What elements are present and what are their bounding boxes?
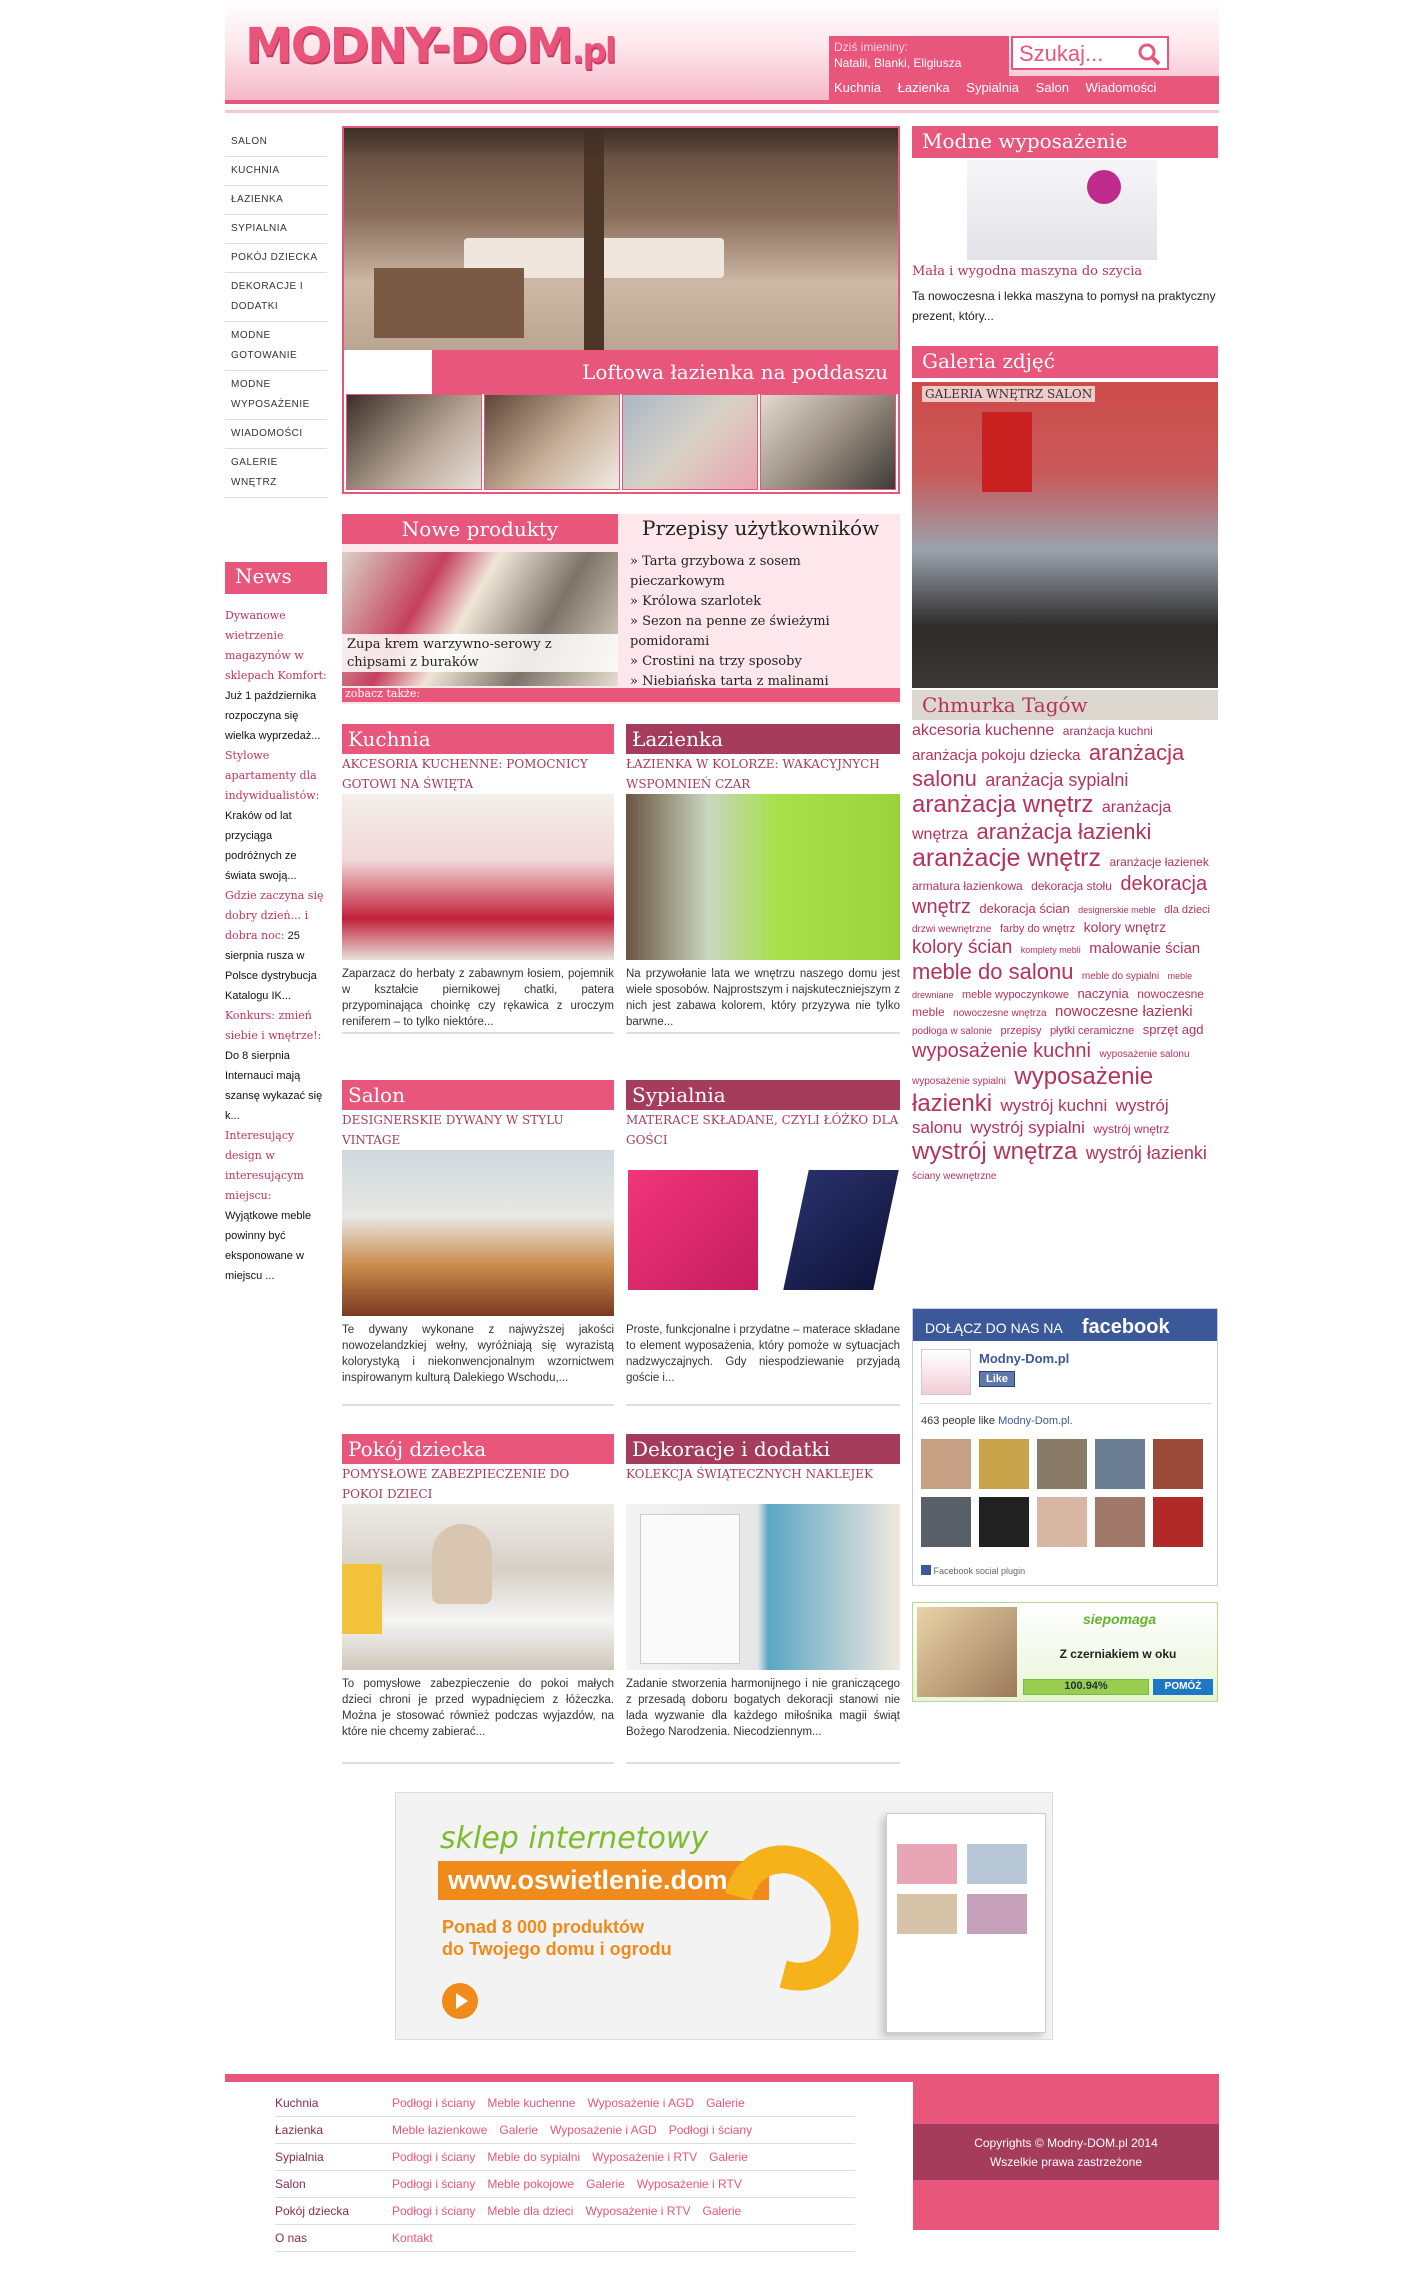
news-title: News — [225, 562, 327, 594]
siepomaga-widget[interactable] — [912, 1602, 1218, 1702]
category-image-salon[interactable] — [342, 1150, 614, 1316]
category-image-dekoracje[interactable] — [626, 1504, 900, 1670]
tag-link[interactable]: kolory ścian — [912, 937, 1013, 959]
footer-sub-link[interactable]: Galerie — [706, 2096, 745, 2110]
blue-mattress-shape — [783, 1170, 899, 1290]
tag-link[interactable]: drzwi wewnętrzne — [912, 923, 992, 935]
footer-sub-link[interactable]: Wyposażenie i AGD — [587, 2096, 695, 2110]
child-shape — [432, 1524, 492, 1604]
beam-shape — [584, 128, 604, 350]
category-title-salon[interactable]: Salon — [342, 1080, 614, 1110]
shop-tile — [967, 1844, 1027, 1884]
footer-sub-link[interactable]: Podłogi i ściany — [392, 2177, 476, 2191]
footer-sub-link[interactable]: Meble do sypialni — [487, 2150, 581, 2164]
recipe-item-label[interactable]: Królowa szarlotek — [642, 594, 762, 609]
tags-title: Chmurka Tagów — [912, 690, 1218, 720]
tag-link[interactable]: wyposażenie sypialni — [912, 1075, 1006, 1087]
category-divider — [342, 1404, 614, 1406]
category-sub-kuchnia[interactable]: AKCESORIA KUCHENNE: POMOCNICY GOTOWI NA ŚWIĘTA — [342, 757, 588, 791]
footer-sub-link[interactable]: Galerie — [586, 2177, 625, 2191]
tag-link[interactable]: meble drewniane — [912, 971, 1193, 1000]
footer-accent-top — [913, 2082, 1219, 2124]
gallery-title[interactable]: Galeria zdjęć — [912, 346, 1218, 378]
news-box — [225, 562, 327, 1286]
footer-main-link[interactable]: Łazienka — [275, 2123, 324, 2137]
sidebar-item-wyposazenie[interactable]: MODNE WYPOSAŻENIE — [225, 371, 327, 420]
hero-thumb[interactable] — [484, 394, 620, 490]
moon-lamp-shape — [697, 1821, 885, 2016]
category-sub-pokoj-dziecka[interactable]: POMYSŁOWE ZABEZPIECZENIE DO POKOI DZIECI — [342, 1467, 570, 1501]
sidebar-item-sypialnia[interactable]: SYPIALNIA — [225, 215, 327, 244]
tag-link[interactable]: nowoczesne meble — [912, 986, 1204, 1019]
facebook-logo: facebook — [1081, 1316, 1170, 1338]
category-divider — [626, 1404, 900, 1406]
rights-text: Wszelkie prawa zastrzeżone — [989, 2155, 1143, 2169]
facebook-small-icon — [921, 1565, 931, 1575]
category-text-dekoracje: Zadanie stworzenia harmonijnego i nie graniczącego z przesadą doboru bogatych dekoracji stanowi nie lada wyzwanie dla każdego miłośnika magii świąt Bożego Narodzenia. Niecodziennym... — [626, 1678, 900, 1738]
category-title-lazienka[interactable]: Łazienka — [626, 724, 900, 754]
tag-link[interactable]: armatura łazienkowa — [912, 878, 1023, 893]
news-item-title[interactable]: Dywanowe wietrzenie magazynów w sklepach Komfort: — [225, 609, 327, 682]
banner-line1: sklep internetowy — [440, 1821, 709, 1856]
tag-link[interactable]: dla dzieci — [1164, 903, 1210, 916]
tag-link[interactable]: dekoracja wnętrz — [912, 872, 1208, 918]
fan-avatar[interactable] — [921, 1497, 971, 1547]
category-divider — [626, 1762, 900, 1764]
news-item-title[interactable]: Gdzie zaczyna się dobry dzień... i dobra noc: — [225, 889, 324, 942]
footer-row — [275, 2225, 855, 2252]
footer-copyright — [913, 2124, 1219, 2180]
tag-link[interactable]: meble do salonu — [912, 959, 1074, 985]
facebook-join-label: DOŁĄCZ DO NAS NA — [925, 1320, 1062, 1336]
logo-text: MODNY-DOM — [245, 18, 572, 74]
products-title: Nowe produkty — [342, 514, 618, 544]
recipe-item-label[interactable]: Tarta grzybowa z sosem pieczarkowym — [630, 554, 801, 589]
hero-caption[interactable]: Loftowa łazienka na poddaszu — [432, 350, 898, 394]
category-image-pokoj-dziecka[interactable] — [342, 1504, 614, 1670]
banner-url[interactable]: www.oswietlenie.dom.pl — [438, 1861, 769, 1900]
tag-link[interactable]: wystrój salonu — [912, 1096, 1169, 1137]
footer-accent-bottom — [913, 2180, 1219, 2230]
news-item-desc: Kraków od lat przyciąga podróżnych ze świata swoją... — [225, 810, 297, 882]
tag-link[interactable]: wyposażenie kuchni — [912, 1039, 1091, 1062]
fan-avatar[interactable] — [1153, 1439, 1203, 1489]
footer-main-link[interactable]: Pokój dziecka — [275, 2204, 350, 2218]
footer-sub-link[interactable]: Meble pokojowe — [487, 2177, 575, 2191]
fan-avatar[interactable] — [1037, 1439, 1087, 1489]
tag-link[interactable]: aranżacje łazienek — [1109, 855, 1209, 870]
category-text-kuchnia: Zaparzacz do herbaty z zabawnym łosiem, pojemnik w kształcie piernikowej chatki, patera przypominająca choinkę czy rękawica z uroczym reniferem – to tylko niektóre... — [342, 968, 614, 1028]
category-image-lazienka[interactable] — [626, 794, 900, 960]
name-day-box — [829, 36, 1009, 76]
recipe-item[interactable]: » Tarta grzybowa z sosem pieczarkowym — [630, 554, 801, 589]
logo-suffix: .pl — [571, 31, 615, 71]
hero-thumb[interactable] — [622, 394, 758, 490]
facebook-plugin-text: Facebook social plugin — [933, 1566, 1026, 1576]
fan-avatar[interactable] — [921, 1439, 971, 1489]
vanity-shape — [374, 268, 524, 338]
category-title-sypialnia[interactable]: Sypialnia — [626, 1080, 900, 1110]
news-item-title[interactable]: Stylowe apartamenty dla indywidualistów: — [225, 749, 320, 802]
fan-avatar[interactable] — [979, 1497, 1029, 1547]
tag-link[interactable]: aranżacja pokoju dziecka — [912, 747, 1081, 765]
footer-sub-link[interactable]: Podłogi i ściany — [392, 2150, 476, 2164]
sidebar-item-salon[interactable]: SALON — [225, 128, 327, 157]
category-title-pokoj-dziecka[interactable]: Pokój dziecka — [342, 1434, 614, 1464]
hero-thumb[interactable] — [346, 394, 482, 490]
footer-sub-link[interactable]: Meble dla dzieci — [487, 2204, 574, 2218]
wheel-shape — [1087, 170, 1121, 204]
tag-link[interactable]: farby do wnętrz — [999, 922, 1076, 935]
tag-link[interactable]: malowanie ścian — [1089, 940, 1201, 958]
tag-link[interactable]: nowoczesne wnętrza — [953, 1007, 1047, 1019]
siepomaga-photo[interactable] — [917, 1607, 1017, 1697]
fan-avatar[interactable] — [1037, 1497, 1087, 1547]
facebook-count-link[interactable]: Modny-Dom.pl. — [998, 1415, 1073, 1427]
tag-link[interactable]: wystrój kuchni — [1000, 1096, 1108, 1116]
sidebar-item-pokoj-dziecka[interactable]: POKÓJ DZIECKA — [225, 244, 327, 273]
copyright-text: Copyrights © Modny-DOM.pl 2014 — [974, 2136, 1158, 2150]
footer-sub-link[interactable]: Wyposażenie i RTV — [585, 2204, 691, 2218]
facebook-plugin-label — [921, 1565, 1025, 1576]
tag-link[interactable]: nowoczesne łazienki — [1054, 1002, 1193, 1020]
gallery-caption[interactable]: GALERIA WNĘTRZ SALON — [922, 386, 1095, 402]
category-image-sypialnia[interactable] — [626, 1150, 900, 1316]
play-triangle-icon — [442, 1983, 478, 2019]
category-text-sypialnia: Proste, funkcjonalne i przydatne – materace składane to element wyposażenia, który pomoże w sytuacjach nadzwyczajnych. Gdy niespodziewanie przyjadą goście i... — [626, 1324, 900, 1384]
category-divider — [626, 1032, 900, 1034]
category-title-kuchnia[interactable]: Kuchnia — [342, 724, 614, 754]
category-sub-sypialnia[interactable]: MATERACE SKŁADANE, CZYLI ŁÓŻKO DLA GOŚCI — [626, 1113, 899, 1147]
banner-line4: do Twojego domu i ogrodu — [442, 1939, 672, 1959]
footer-sub-link[interactable]: Wyposażenie i AGD — [550, 2123, 657, 2137]
header — [225, 0, 1219, 100]
news-item-title[interactable]: Interesujący design w interesującym miejscu: — [225, 1129, 304, 1202]
category-sub-dekoracje[interactable]: KOLEKCJA ŚWIĄTECZNYCH NAKLEJEK — [626, 1467, 873, 1481]
facebook-widget — [912, 1308, 1218, 1586]
fan-avatar[interactable] — [979, 1439, 1029, 1489]
news-item-title[interactable]: Konkurs: zmień siebie i wnętrze!: — [225, 1009, 322, 1042]
footer-sub-link[interactable]: Galerie — [499, 2123, 539, 2137]
nav-item-lazienka[interactable]: Łazienka — [897, 80, 950, 95]
footer-sub-link[interactable]: Podłogi i ściany — [668, 2123, 753, 2137]
category-divider — [342, 1032, 614, 1034]
footer-sub-link[interactable]: Meble kuchenne — [487, 2096, 576, 2110]
recipe-item-label[interactable]: Sezon na penne ze świeżymi pomidorami — [630, 614, 830, 649]
fan-avatar[interactable] — [1153, 1497, 1203, 1547]
recipe-item[interactable]: » Królowa szarlotek — [630, 594, 762, 609]
ceiling-shape — [344, 128, 898, 158]
tag-link[interactable]: naczynia — [1077, 985, 1129, 1001]
footer-row — [275, 2144, 855, 2171]
sidebar-item-galerie[interactable]: GALERIE WNĘTRZ — [225, 449, 327, 498]
tag-link[interactable]: aranżacja kuchni — [1062, 724, 1153, 738]
page — [225, 0, 1219, 2296]
category-text-pokoj-dziecka: To pomysłowe zabezpieczenie do pokoi małych dzieci chroni je przed wypadnięciem z łóżeczka. Można je stosować również podczas wyjazdów, na które nie chcemy zabierać... — [342, 1678, 614, 1738]
category-text-salon: Te dywany wykonane z najwyższej jakości nowozelandzkiej wełny, wyróżniają się wyrazistą kolorystyką i niekonwencjonalnym wzornictwem inspirowanym kulturą Dalekiego Wschodu,... — [342, 1324, 614, 1384]
siepomaga-logo[interactable]: siepomaga — [1083, 1611, 1157, 1627]
siepomaga-help-button[interactable]: POMÓŻ — [1153, 1679, 1213, 1695]
search-box[interactable] — [1011, 36, 1169, 70]
page-avatar[interactable] — [921, 1349, 971, 1395]
nav-item-wiadomosci[interactable]: Wiadomości — [1085, 80, 1157, 95]
recipe-item[interactable]: » Niebiańska tarta z malinami — [630, 674, 829, 689]
footer-sub-link[interactable]: Meble łazienkowe — [392, 2123, 488, 2137]
footer-main-link[interactable]: Sypialnia — [275, 2150, 324, 2164]
category-divider — [342, 1762, 614, 1764]
siepomaga-percent: 100.94% — [1064, 1680, 1108, 1692]
search-icon[interactable] — [1137, 42, 1161, 66]
banner-line3: Ponad 8 000 produktów — [442, 1917, 645, 1937]
footer-main-link[interactable]: Kuchnia — [275, 2096, 319, 2110]
tag-link[interactable]: komplety mebli — [1020, 945, 1081, 956]
footer-row — [275, 2198, 855, 2225]
hero-slider[interactable] — [342, 126, 900, 494]
footer-divider — [225, 2074, 1219, 2082]
hero-thumb[interactable] — [760, 394, 896, 490]
tag-link[interactable]: wystrój łazienki — [1085, 1143, 1207, 1164]
top-nav — [829, 76, 1219, 100]
tag-cloud — [912, 722, 1218, 1184]
play-icon[interactable] — [442, 1983, 478, 2019]
equipment-title[interactable]: Modne wyposażenie — [912, 126, 1218, 158]
hero-image[interactable] — [344, 128, 898, 350]
footer-row — [275, 2171, 855, 2198]
footer-sub-link[interactable]: Podłogi i ściany — [392, 2096, 476, 2110]
tag-link[interactable]: dekoracja stołu — [1031, 878, 1112, 893]
sidebar-item-lazienka[interactable]: ŁAZIENKA — [225, 186, 327, 215]
equipment-link[interactable]: Mała i wygodna maszyna do szycia — [912, 264, 1143, 279]
category-image-kuchnia[interactable] — [342, 794, 614, 960]
tag-link[interactable]: wystrój wnętrza — [912, 1138, 1078, 1166]
tag-link[interactable]: akcesoria kuchenne — [912, 722, 1055, 739]
footer-sub-link[interactable]: Wyposażenie i RTV — [636, 2177, 742, 2191]
recipe-item-label[interactable]: Crostini na trzy sposoby — [642, 654, 802, 669]
category-text-lazienka: Na przywołanie lata we wnętrzu naszego domu jest wiele sposobów. Najprostszym i najskuteczniejszym z nich jest zabawa kolorem, który przyzywa nie tylko barwne... — [626, 968, 900, 1028]
tag-link[interactable]: aranżacje wnętrz — [912, 844, 1101, 873]
tag-link[interactable]: płytki ceramiczne — [1049, 1025, 1135, 1038]
news-item[interactable] — [225, 1126, 327, 1286]
tag-link[interactable]: meble do sypialni — [1081, 971, 1160, 983]
tag-link[interactable]: ściany wewnętrzne — [912, 1170, 997, 1182]
tag-link[interactable]: aranżacja wnętrza — [912, 799, 1172, 843]
nav-item-salon[interactable]: Salon — [1035, 80, 1069, 95]
recipe-item[interactable]: » Sezon na penne ze świeżymi pomidorami — [630, 614, 830, 649]
tag-link[interactable]: aranżacja łazienki — [976, 818, 1152, 844]
fridge-shape — [640, 1514, 740, 1664]
tag-link[interactable]: dekoracja ścian — [979, 900, 1070, 916]
tag-link[interactable]: przepisy — [1000, 1025, 1042, 1038]
tag-link[interactable]: sprzęt agd — [1142, 1022, 1204, 1038]
equipment-image[interactable] — [967, 160, 1157, 260]
recipe-item-label[interactable]: Niebiańska tarta z malinami — [642, 674, 829, 689]
header-divider-light — [225, 110, 1219, 113]
facebook-header[interactable] — [913, 1309, 1217, 1341]
pink-mattress-shape — [628, 1170, 758, 1290]
footer-row — [275, 2090, 855, 2117]
header-divider — [225, 100, 1219, 104]
shop-tile — [897, 1894, 957, 1934]
shop-tile — [967, 1894, 1027, 1934]
footer-sub-link[interactable]: Kontakt — [392, 2231, 433, 2245]
search-input[interactable]: Szukaj... — [1019, 41, 1104, 66]
name-day-label: Dziś imieniny: — [834, 40, 909, 54]
footer-sub-link[interactable]: Galerie — [709, 2150, 748, 2164]
product-caption[interactable]: Zupa krem warzywno-serowy z chipsami z buraków — [342, 634, 618, 672]
news-item-desc: 25 sierpnia rusza w Polsce dystrybucja Katalogu IK... — [225, 930, 317, 1002]
tag-link[interactable]: aranżacja wnętrz — [912, 791, 1094, 819]
footer-sub-link[interactable]: Galerie — [702, 2204, 742, 2218]
news-list — [225, 606, 327, 1286]
sidebar-item-wiadomosci[interactable]: WIADOMOŚCI — [225, 420, 327, 449]
facebook-divider — [919, 1403, 1211, 1404]
footer-sub-link[interactable]: Wyposażenie i RTV — [592, 2150, 698, 2164]
tag-link[interactable]: wyposażenie salonu — [1099, 1048, 1190, 1060]
gallery-image[interactable] — [912, 382, 1218, 688]
news-item-desc: Już 1 października rozpoczyna się wielka wyprzedaż... — [225, 690, 321, 742]
see-also-label[interactable]: zobacz także: — [345, 687, 421, 700]
sidebar-item-gotowanie[interactable]: MODNE GOTOWANIE — [225, 322, 327, 371]
nav-item-sypialnia[interactable]: Sypialnia — [966, 80, 1020, 95]
siepomaga-title[interactable]: Z czerniakiem w oku — [1059, 1647, 1177, 1661]
shop-screenshot-shape — [886, 1813, 1046, 2033]
news-item[interactable] — [225, 606, 327, 746]
shop-tile — [897, 1844, 957, 1884]
fan-avatar[interactable] — [1095, 1439, 1145, 1489]
shop-banner[interactable] — [395, 1792, 1053, 2040]
recipes-list — [630, 552, 898, 692]
tag-link[interactable]: meble wypoczynkowe — [961, 988, 1069, 1001]
site-logo[interactable] — [245, 18, 615, 74]
category-title-dekoracje[interactable]: Dekoracje i dodatki — [626, 1434, 900, 1464]
recipes-title: Przepisy użytkowników — [642, 516, 880, 540]
category-sub-salon[interactable]: DESIGNERSKIE DYWANY W STYLU VINTAGE — [342, 1113, 564, 1147]
recipe-item[interactable]: » Crostini na trzy sposoby — [630, 654, 802, 669]
lamp-shape — [982, 412, 1032, 492]
sidebar-item-kuchnia[interactable]: KUCHNIA — [225, 157, 327, 186]
footer-row — [275, 2117, 855, 2144]
category-sub-lazienka[interactable]: ŁAZIENKA W KOLORZE: WAKACYJNYCH WSPOMNIEŃ CZAR — [626, 757, 880, 791]
facebook-like-button[interactable]: Like — [979, 1371, 1015, 1387]
facebook-count-text: 463 people like — [921, 1415, 996, 1427]
name-day-names: Natalii, Blanki, Eligiusza — [834, 56, 962, 70]
footer-sub-link[interactable]: Podłogi i ściany — [392, 2204, 476, 2218]
tag-link[interactable]: wystrój sypialni — [970, 1117, 1085, 1137]
facebook-count — [921, 1415, 1073, 1427]
nav-item-kuchnia[interactable]: Kuchnia — [834, 80, 881, 95]
tag-link[interactable]: podłoga w salonie — [912, 1026, 993, 1038]
equipment-desc: Ta nowoczesna i lekka maszyna to pomysł na praktyczny prezent, który... — [912, 289, 1216, 323]
tag-link[interactable]: aranżacja salonu — [912, 740, 1185, 791]
footer-links — [275, 2090, 855, 2252]
fan-avatar[interactable] — [1095, 1497, 1145, 1547]
tag-link[interactable]: wyposażenie łazienki — [912, 1062, 1154, 1118]
tag-link[interactable]: designerskie meble — [1078, 904, 1156, 915]
drawer-shape — [342, 1564, 382, 1634]
tag-link[interactable]: aranżacja sypialni — [985, 769, 1129, 790]
footer-main-link[interactable]: Salon — [275, 2177, 306, 2191]
facebook-page-name[interactable]: Modny-Dom.pl — [979, 1351, 1070, 1366]
news-item-desc: Wyjątkowe meble powinny być eksponowane w miejscu ... — [225, 1210, 312, 1282]
sidebar-menu — [225, 128, 327, 498]
facebook-fans — [921, 1439, 1211, 1549]
news-item[interactable] — [225, 1006, 327, 1126]
news-item[interactable] — [225, 746, 327, 886]
sidebar-item-dekoracje[interactable]: DEKORACJE I DODATKI — [225, 273, 327, 322]
news-item-desc: Do 8 sierpnia Internauci mają szansę wykazać się k... — [225, 1050, 323, 1122]
tag-link[interactable]: wystrój wnętrz — [1093, 1121, 1170, 1136]
hero-thumbnails — [344, 394, 898, 492]
news-item[interactable] — [225, 886, 327, 1006]
footer-main-link[interactable]: O nas — [275, 2231, 308, 2245]
tag-link[interactable]: kolory wnętrz — [1083, 918, 1167, 935]
